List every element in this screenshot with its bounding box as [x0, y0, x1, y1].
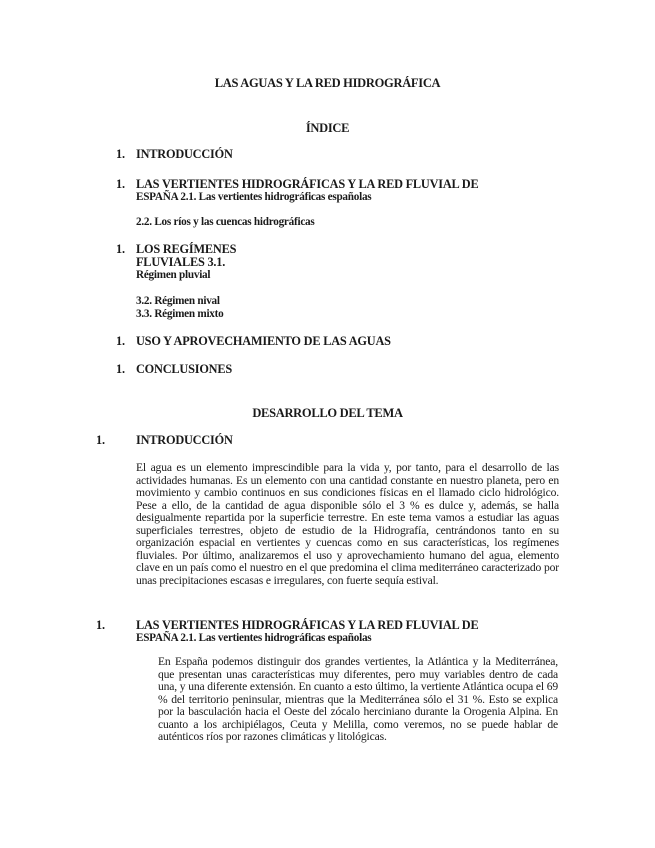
toc-item-number: 1.: [116, 362, 125, 376]
toc-subitem: Régimen pluvial: [136, 269, 211, 281]
toc-item-text: CONCLUSIONES: [136, 362, 232, 376]
toc-item-number: 1.: [116, 334, 125, 348]
toc-item-text: LOS REGÍMENES: [136, 242, 237, 256]
document-title: LAS AGUAS Y LA RED HIDROGRÁFICA: [214, 76, 441, 90]
toc-subitem: 3.2. Régimen nival: [136, 295, 220, 307]
toc-item-number: 1.: [116, 242, 125, 256]
development-heading: DESARROLLO DEL TEMA: [252, 406, 403, 420]
toc-item-text: FLUVIALES 3.1.: [136, 255, 226, 269]
toc-item-text: INTRODUCCIÓN: [136, 147, 233, 161]
toc-item-text: USO Y APROVECHAMIENTO DE LAS AGUAS: [136, 334, 391, 348]
toc-subitem: 2.2. Los ríos y las cuencas hidrográficas: [136, 216, 315, 228]
toc-item-text: ESPAÑA 2.1. Las vertientes hidrográficas españolas: [136, 191, 372, 203]
index-heading: ÍNDICE: [305, 121, 350, 135]
section-paragraph: El agua es un elemento imprescindible para la vida y, por tanto, para el desarrollo de las actividades humanas. Es un elemento con una cantidad constante en nuestro planeta, pero en movimiento y cambio continuos en sus condiciones físicas en el llamado ciclo hidrológico. Pese a ello, de la cantidad de agua disponible sólo el 3 % es dulce y, además, se halla desigualmente repartida por la superficie terrestre. En este tema vamos a estudiar las aguas superficiales terrestres, objeto de estudio de la Hidrografía, centrándonos tanto en su organización espacial en vertientes y cuencas como en sus características, los regímenes fluviales. Por último, analizaremos el uso y aprovechamiento humano del agua, elemento clave en un país como el nuestro en el que predomina el clima mediterráneo caracterizado por unas precipitaciones escasas e irregulares, con fuerte sequía estival.: [136, 461, 559, 587]
section-number: 1.: [96, 433, 105, 447]
section-number: 1.: [96, 618, 105, 632]
toc-subitem: 3.3. Régimen mixto: [136, 308, 224, 320]
toc-item-text: LAS VERTIENTES HIDROGRÁFICAS Y LA RED FLUVIAL DE: [136, 177, 479, 191]
section-subtitle: ESPAÑA 2.1. Las vertientes hidrográficas españolas: [136, 632, 372, 644]
toc-item-number: 1.: [116, 147, 125, 161]
section-title: LAS VERTIENTES HIDROGRÁFICAS Y LA RED FLUVIAL DE: [136, 618, 479, 632]
toc-item-number: 1.: [116, 177, 125, 191]
section-paragraph: En España podemos distinguir dos grandes vertientes, la Atlántica y la Mediterránea, que presentan unas características muy diferentes, pero muy variables dentro de cada una, y una diferente extensión. En cuanto a esto último, la vertiente Atlántica ocupa el 69 % del territorio peninsular, mientras que la Mediterránea sólo el 31 %. Esto se explica por la basculación hacia el Oeste del zócalo herciniano durante la Orogenia Alpina. En cuanto a los archipiélagos, Ceuta y Melilla, como veremos, no se puede hablar de auténticos ríos por razones climáticas y litológicas.: [158, 655, 558, 743]
section-title: INTRODUCCIÓN: [136, 433, 233, 447]
